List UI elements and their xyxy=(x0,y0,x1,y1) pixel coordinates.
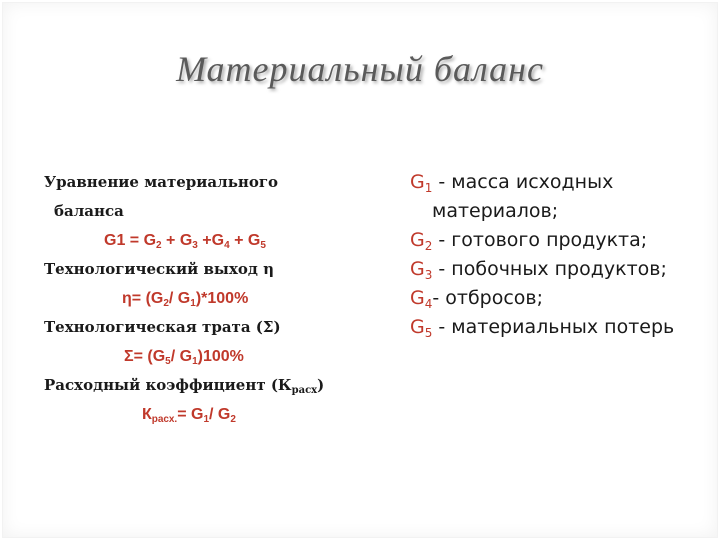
loss-formula xyxy=(44,342,364,371)
symbol: G xyxy=(410,316,425,338)
left-column xyxy=(44,168,364,429)
formula-sub: 2 xyxy=(163,298,169,309)
formula-part: η= (G xyxy=(122,290,164,307)
legend-item xyxy=(410,168,710,197)
legend-item xyxy=(410,313,710,342)
formula-part: + G xyxy=(161,232,193,249)
legend-item-cont: материалов; xyxy=(432,200,559,222)
symbol: G xyxy=(410,287,425,309)
formula-sub: 5 xyxy=(165,356,171,367)
formula-sub: 2 xyxy=(156,240,162,251)
formula-part: Σ= (G xyxy=(124,348,166,365)
formula-part: = G xyxy=(177,406,204,423)
legend-item xyxy=(410,226,710,255)
label-sub: расх xyxy=(291,385,318,396)
legend-text: - масса исходных xyxy=(432,171,614,193)
right-column xyxy=(410,168,710,342)
formula-part: + G xyxy=(229,232,261,249)
coefficient-label xyxy=(44,371,364,400)
label-part: Расходный коэффициент (К xyxy=(44,376,292,394)
label-part: ) xyxy=(317,376,325,394)
symbol: G xyxy=(410,171,425,193)
formula-sub: 3 xyxy=(192,240,198,251)
formula-part: / G xyxy=(209,406,231,423)
symbol-sub: 4 xyxy=(424,297,433,311)
formula-sub: расх. xyxy=(151,414,178,425)
balance-formula xyxy=(44,226,364,255)
equation-label: Уравнение материального xyxy=(44,173,279,191)
formula-part: )100% xyxy=(197,348,244,365)
symbol-sub: 2 xyxy=(424,239,433,253)
symbol: G xyxy=(410,229,425,251)
legend-item xyxy=(410,284,710,313)
equation-label-cont: баланса xyxy=(54,202,124,220)
slide-title: Материальный баланс xyxy=(176,49,544,89)
yield-formula xyxy=(44,284,364,313)
formula-part: )*100% xyxy=(195,290,249,307)
formula-sub: 2 xyxy=(230,414,236,425)
legend-text: - материальных потерь xyxy=(432,316,675,338)
formula-part: / G xyxy=(170,348,193,365)
symbol: G xyxy=(410,258,425,280)
formula-sub: 5 xyxy=(260,240,266,251)
formula-part: К xyxy=(142,406,152,423)
legend-text: - побочных продуктов; xyxy=(432,258,667,280)
formula-part: +G xyxy=(197,232,225,249)
coefficient-formula xyxy=(44,400,364,429)
formula-part: G1 = G xyxy=(104,232,157,249)
symbol-sub: 3 xyxy=(424,268,433,282)
loss-label: Технологическая трата (Σ) xyxy=(44,318,281,336)
symbol-sub: 1 xyxy=(424,181,433,195)
formula-part: / G xyxy=(168,290,191,307)
legend-text: - отбросов; xyxy=(432,287,544,309)
formula-sub: 4 xyxy=(224,240,230,251)
formula-sub: 1 xyxy=(203,414,210,425)
symbol-sub: 5 xyxy=(424,326,433,340)
yield-label: Технологический выход η xyxy=(44,260,275,278)
formula-sub: 1 xyxy=(190,298,196,309)
formula-sub: 1 xyxy=(192,356,198,367)
legend-item xyxy=(410,255,710,284)
legend-text: - готового продукта; xyxy=(432,229,648,251)
